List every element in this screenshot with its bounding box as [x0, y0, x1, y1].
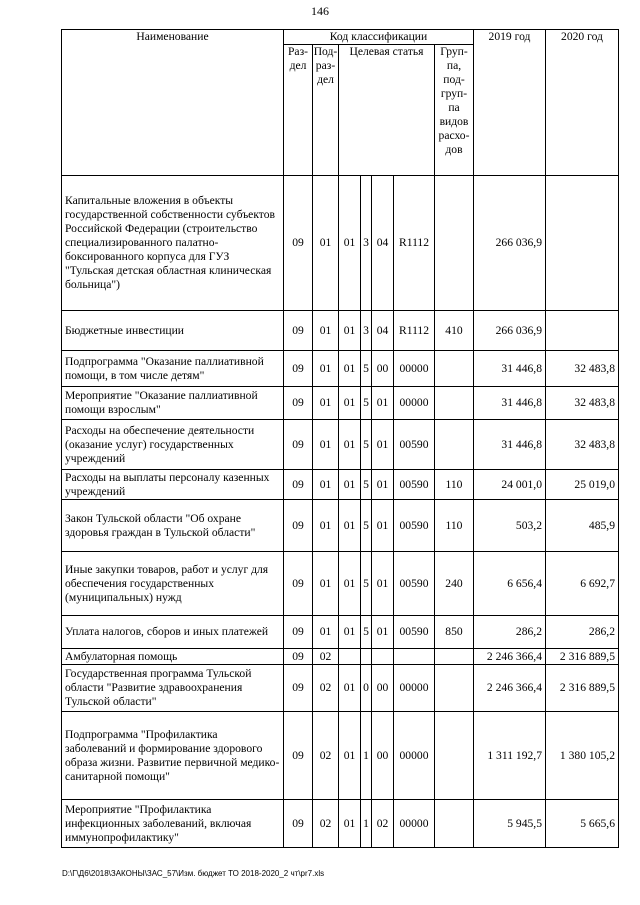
cell-name: Мероприятие "Профилактика инфекционных заболеваний, включая иммунопрофилактику": [62, 800, 284, 848]
cell-vr: [435, 665, 474, 712]
cell-cs4: 00590: [394, 420, 435, 470]
cell-cs3: 04: [372, 311, 394, 351]
cell-name: Амбулаторная помощь: [62, 649, 284, 665]
cell-cs1: 01: [339, 616, 361, 649]
cell-cs1: 01: [339, 470, 361, 500]
cell-v2020: 2 316 889,5: [546, 649, 619, 665]
cell-vr: 850: [435, 616, 474, 649]
cell-cs2: 3: [361, 311, 372, 351]
cell-prz: 01: [313, 311, 339, 351]
header-target: Целевая статья: [339, 45, 435, 176]
table-row: [62, 387, 619, 420]
table-row: [62, 665, 619, 712]
table-row: [62, 649, 619, 665]
cell-vr: [435, 420, 474, 470]
cell-prz: 01: [313, 351, 339, 387]
cell-cs2: 1: [361, 800, 372, 848]
cell-cs3: 01: [372, 470, 394, 500]
cell-rz: 09: [284, 176, 313, 311]
header-podrazdel: Под- раз- дел: [313, 45, 339, 176]
cell-vr: 110: [435, 500, 474, 552]
table-row: [62, 176, 619, 311]
page-number: 146: [311, 4, 329, 18]
cell-v2019: 5 945,5: [474, 800, 546, 848]
cell-v2019: 266 036,9: [474, 176, 546, 311]
cell-name: Подпрограмма "Оказание паллиативной помощи, в том числе детям": [62, 351, 284, 387]
cell-cs2: 5: [361, 351, 372, 387]
cell-prz: 01: [313, 387, 339, 420]
header-code: Код классификации: [284, 30, 474, 45]
cell-cs1: 01: [339, 500, 361, 552]
cell-cs4: 00000: [394, 387, 435, 420]
cell-name: Мероприятие "Оказание паллиативной помощи взрослым": [62, 387, 284, 420]
cell-cs4: 00000: [394, 665, 435, 712]
table-row: [62, 311, 619, 351]
table-row: [62, 351, 619, 387]
cell-rz: 09: [284, 470, 313, 500]
cell-v2020: 286,2: [546, 616, 619, 649]
cell-cs2: 3: [361, 176, 372, 311]
cell-name: Подпрограмма "Профилактика заболеваний и формирование здорового образа жизни. Развитие первичной медико-санитарной помощи": [62, 712, 284, 800]
cell-v2020: [546, 176, 619, 311]
cell-rz: 09: [284, 387, 313, 420]
cell-cs3: 01: [372, 387, 394, 420]
cell-cs4: 00590: [394, 616, 435, 649]
cell-cs3: 01: [372, 616, 394, 649]
cell-rz: 09: [284, 800, 313, 848]
cell-cs2: 5: [361, 500, 372, 552]
cell-rz: 09: [284, 500, 313, 552]
cell-cs1: 01: [339, 387, 361, 420]
cell-vr: [435, 387, 474, 420]
cell-cs2: 1: [361, 712, 372, 800]
budget-table: [61, 29, 619, 848]
cell-prz: 01: [313, 176, 339, 311]
table-row: [62, 500, 619, 552]
cell-rz: 09: [284, 712, 313, 800]
cell-rz: 09: [284, 665, 313, 712]
cell-v2020: 32 483,8: [546, 387, 619, 420]
cell-cs1: 01: [339, 420, 361, 470]
cell-vr: 410: [435, 311, 474, 351]
cell-vr: [435, 800, 474, 848]
cell-cs3: 00: [372, 712, 394, 800]
cell-name: Капитальные вложения в объекты государственной собственности субъектов Российской Федерации (строительство специализированного палатно-боксированного корпуса для ГУЗ "Тульская детская областная клиническая больница"): [62, 176, 284, 311]
cell-prz: 01: [313, 470, 339, 500]
table-row: [62, 470, 619, 500]
cell-vr: [435, 176, 474, 311]
table-row: [62, 552, 619, 616]
cell-name: Бюджетные инвестиции: [62, 311, 284, 351]
cell-name: Уплата налогов, сборов и иных платежей: [62, 616, 284, 649]
cell-v2020: 2 316 889,5: [546, 665, 619, 712]
cell-vr: [435, 649, 474, 665]
cell-v2020: 25 019,0: [546, 470, 619, 500]
cell-rz: 09: [284, 649, 313, 665]
cell-v2019: 286,2: [474, 616, 546, 649]
cell-prz: 02: [313, 649, 339, 665]
cell-name: Иные закупки товаров, работ и услуг для обеспечения государственных (муниципальных) нужд: [62, 552, 284, 616]
cell-cs1: 01: [339, 712, 361, 800]
cell-cs2: 5: [361, 420, 372, 470]
cell-cs2: 5: [361, 616, 372, 649]
cell-cs4: 00590: [394, 552, 435, 616]
cell-v2020: 6 692,7: [546, 552, 619, 616]
cell-cs3: 01: [372, 552, 394, 616]
cell-cs1: 01: [339, 176, 361, 311]
header-razdel: Раз- дел: [284, 45, 313, 176]
cell-cs2: [361, 649, 372, 665]
cell-v2020: 32 483,8: [546, 351, 619, 387]
cell-rz: 09: [284, 616, 313, 649]
cell-cs1: 01: [339, 351, 361, 387]
cell-v2019: 31 446,8: [474, 420, 546, 470]
cell-prz: 02: [313, 712, 339, 800]
cell-cs4: R1112: [394, 176, 435, 311]
header-group: Груп- па, под- груп- па видов расхо- дов: [435, 45, 474, 176]
cell-cs3: 02: [372, 800, 394, 848]
cell-v2020: 1 380 105,2: [546, 712, 619, 800]
table-row: [62, 712, 619, 800]
cell-vr: [435, 351, 474, 387]
cell-name: Расходы на обеспечение деятельности (оказание услуг) государственных учреждений: [62, 420, 284, 470]
cell-v2019: 1 311 192,7: [474, 712, 546, 800]
cell-v2019: 503,2: [474, 500, 546, 552]
cell-prz: 02: [313, 800, 339, 848]
cell-cs4: [394, 649, 435, 665]
cell-cs4: 00000: [394, 351, 435, 387]
cell-v2020: 32 483,8: [546, 420, 619, 470]
cell-vr: 240: [435, 552, 474, 616]
cell-cs3: 00: [372, 665, 394, 712]
table-row: [62, 800, 619, 848]
cell-v2019: 24 001,0: [474, 470, 546, 500]
cell-prz: 01: [313, 616, 339, 649]
cell-rz: 09: [284, 311, 313, 351]
cell-v2019: 2 246 366,4: [474, 649, 546, 665]
cell-name: Государственная программа Тульской области "Развитие здравоохранения Тульской области": [62, 665, 284, 712]
cell-cs4: 00000: [394, 800, 435, 848]
cell-v2019: 266 036,9: [474, 311, 546, 351]
cell-rz: 09: [284, 351, 313, 387]
header-2020: 2020 год: [546, 30, 619, 176]
file-path-footer: D:\Г\Д6\2018\ЗАКОНЫ\ЗАС_57\Изм. бюджет ТО 2018-2020_2 чт\pr7.xls: [62, 869, 325, 878]
cell-cs4: R1112: [394, 311, 435, 351]
table-row: [62, 616, 619, 649]
cell-cs3: 01: [372, 500, 394, 552]
cell-rz: 09: [284, 420, 313, 470]
cell-name: Расходы на выплаты персоналу казенных учреждений: [62, 470, 284, 500]
cell-prz: 01: [313, 500, 339, 552]
cell-prz: 02: [313, 665, 339, 712]
header-2019: 2019 год: [474, 30, 546, 176]
header-name: Наименование: [62, 30, 284, 176]
cell-cs1: 01: [339, 311, 361, 351]
cell-vr: 110: [435, 470, 474, 500]
cell-cs4: 00590: [394, 500, 435, 552]
cell-vr: [435, 712, 474, 800]
cell-cs2: 5: [361, 470, 372, 500]
cell-cs4: 00000: [394, 712, 435, 800]
cell-v2020: [546, 311, 619, 351]
cell-v2020: 485,9: [546, 500, 619, 552]
table-row: [62, 420, 619, 470]
cell-v2019: 31 446,8: [474, 351, 546, 387]
cell-name: Закон Тульской области "Об охране здоровья граждан в Тульской области": [62, 500, 284, 552]
cell-v2019: 2 246 366,4: [474, 665, 546, 712]
cell-cs3: 04: [372, 176, 394, 311]
cell-prz: 01: [313, 552, 339, 616]
cell-cs3: [372, 649, 394, 665]
cell-cs1: [339, 649, 361, 665]
cell-cs1: 01: [339, 800, 361, 848]
cell-cs2: 5: [361, 552, 372, 616]
cell-cs3: 00: [372, 351, 394, 387]
cell-v2019: 6 656,4: [474, 552, 546, 616]
cell-cs1: 01: [339, 552, 361, 616]
cell-rz: 09: [284, 552, 313, 616]
cell-v2019: 31 446,8: [474, 387, 546, 420]
cell-cs2: 0: [361, 665, 372, 712]
cell-cs1: 01: [339, 665, 361, 712]
cell-v2020: 5 665,6: [546, 800, 619, 848]
cell-cs4: 00590: [394, 470, 435, 500]
cell-cs2: 5: [361, 387, 372, 420]
cell-prz: 01: [313, 420, 339, 470]
cell-cs3: 01: [372, 420, 394, 470]
